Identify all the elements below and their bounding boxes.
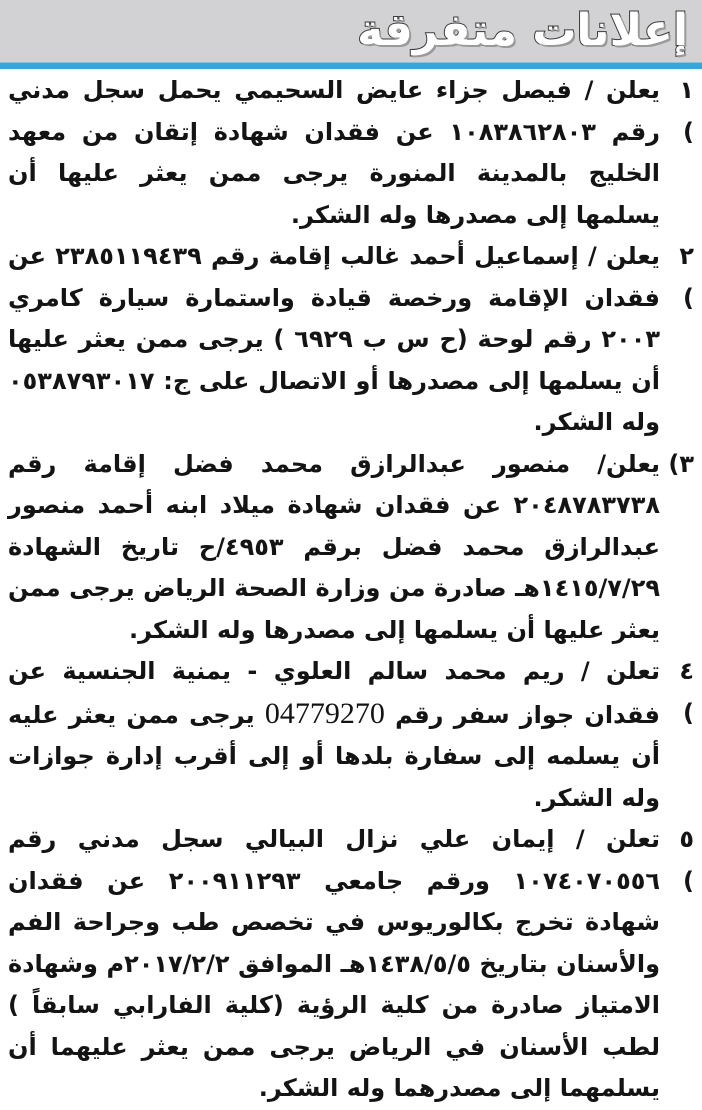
notice-item — [8, 70, 694, 236]
notice-text-before: تعلن / ريم محمد سالم العلوي - يمنية الجنسية عن فقدان جواز سفر رقم — [8, 657, 660, 729]
notice-item — [8, 444, 694, 652]
section-title: إعلانات متفرقة — [357, 5, 688, 56]
notice-text: يعلن / فيصل جزاء عايض السحيمي يحمل سجل مدني رقم ١٠٨٣٨٦٢٨٠٣ عن فقدان شهادة إتقان من معهد الخليج بالمدينة المنورة يرجى ممن يعثر عليها أن يسلمها إلى مصدرها وله الشكر. — [8, 76, 660, 229]
notice-text — [8, 651, 660, 819]
notice-text: يعلن/ منصور عبدالرازق محمد فضل إقامة رقم ٢٠٤٨٧٨٣٧٣٨ عن فقدان شهادة ميلاد ابنه أحمد منصور عبدالرازق محمد فضل برقم ٤٩٥٣/ح تاريخ الشهادة ١٤١٥/٧/٢٩هـ صادرة من وزارة الصحة الرياض يرجى ممن يعثر عليها أن يسلمها إلى مصدرها وله الشكر. — [8, 449, 661, 644]
notice-number: ١ ) — [679, 76, 694, 146]
notice-item — [8, 236, 694, 444]
notice-number: ٤ ) — [679, 657, 694, 727]
notice-number: ٣) — [668, 449, 694, 478]
notice-number: ٢ ) — [679, 242, 694, 312]
header-divider — [0, 62, 702, 69]
notice-item — [8, 819, 694, 1110]
notice-item — [8, 651, 694, 819]
passport-number: 04779270 — [264, 696, 385, 730]
notice-text: تعلن / إيمان علي نزال البيالي سجل مدني رقم ١٠٧٤٠٧٠٥٥٦ ورقم جامعي ٢٠٠٩١١٢٩٣ عن فقدان شهادة تخرج بكالوريوس في تخصص طب وجراحة الفم والأسنان بتاريخ ١٤٣٨/٥/٥هـ الموافق ٢٠١٧/٢/٢م وشهادة الامتياز صادرة من كلية الرؤية (كلية الفارابي سابقاً ) لطب الأسنان في الرياض يرجى ممن يعثر عليهما أن يسلمهما إلى مصدرهما وله الشكر. — [8, 825, 661, 1102]
section-header — [0, 0, 702, 62]
notice-text: يعلن / إسماعيل أحمد غالب إقامة رقم ٢٣٨٥١١٩٤٣٩ عن فقدان الإقامة ورخصة قيادة واستمارة سيارة كامري ٢٠٠٣ رقم لوحة (ح س ب ٦٩٢٩ ) يرجى ممن يعثر عليها أن يسلمها إلى مصدرها أو الاتصال على ج: ٠٥٣٨٧٩٣٠١٧ وله الشكر. — [8, 242, 660, 436]
notice-number: ٥ ) — [679, 825, 694, 895]
notice-text-after: يرجى ممن يعثر عليه أن يسلمه إلى سفارة بلدها أو إلى أقرب إدارة جوازات وله الشكر. — [8, 700, 660, 812]
notices-list — [8, 70, 694, 1110]
